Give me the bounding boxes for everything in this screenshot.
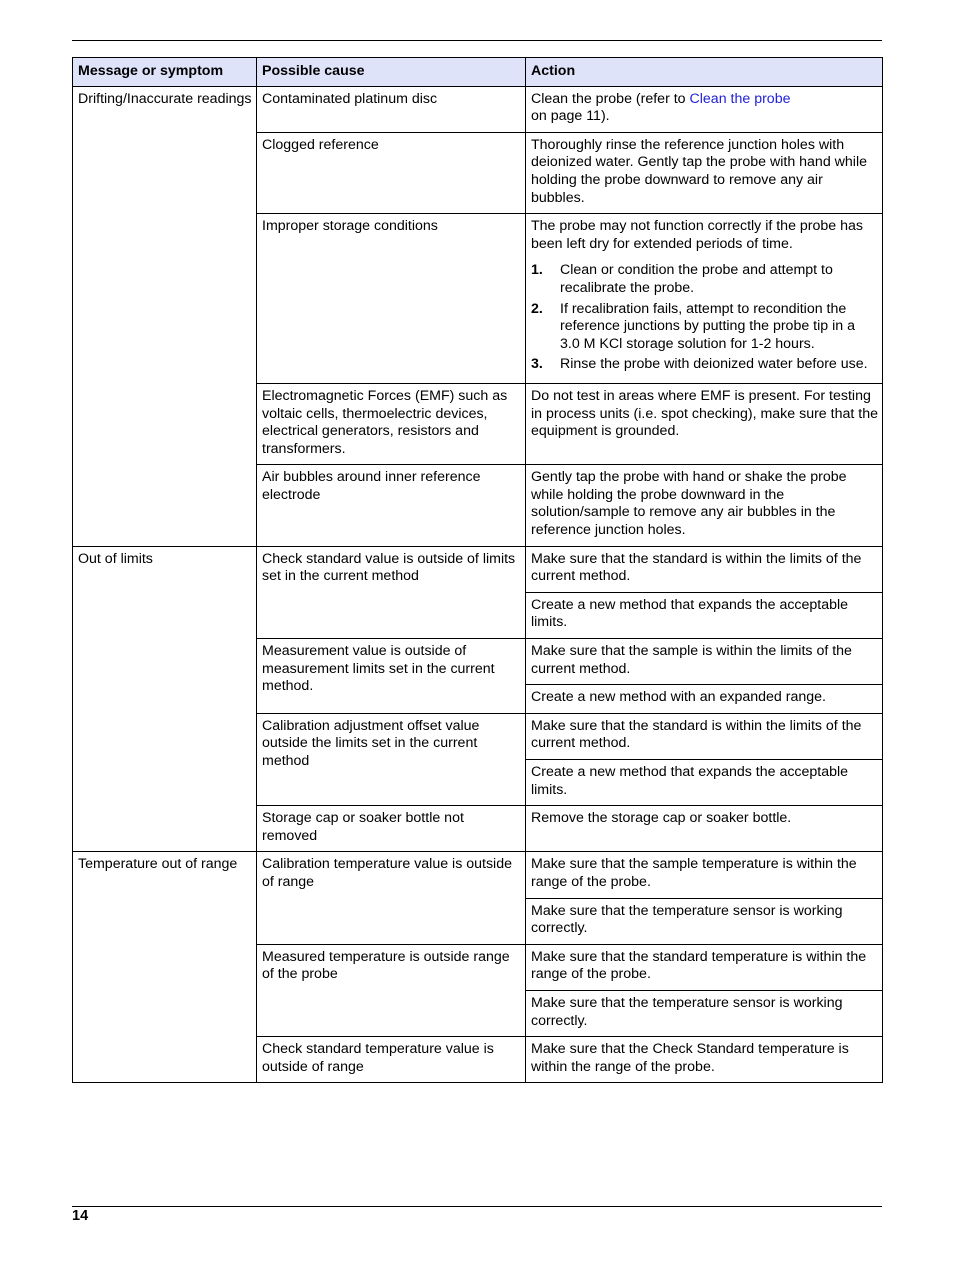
- table-row: [73, 546, 883, 592]
- action-cell: [526, 86, 883, 132]
- table-row: [73, 852, 883, 898]
- header-symptom: Message or symptom: [73, 58, 257, 87]
- symptom-out-of-limits: Out of limits: [73, 546, 257, 852]
- page-number: 14: [72, 1208, 89, 1224]
- action-cell: Make sure that the standard is within the limits of the current method.: [526, 546, 883, 592]
- action-cell: [526, 214, 883, 384]
- header-cause: Possible cause: [257, 58, 526, 87]
- symptom-temperature-out-of-range: Temperature out of range: [73, 852, 257, 1083]
- action-cell: Remove the storage cap or soaker bottle.: [526, 806, 883, 852]
- cause-cell: Calibration temperature value is outside of range: [257, 852, 526, 944]
- symptom-drifting: Drifting/Inaccurate readings: [73, 86, 257, 546]
- action-cell: Make sure that the sample temperature is within the range of the probe.: [526, 852, 883, 898]
- action-cell: Make sure that the standard is within the limits of the current method.: [526, 713, 883, 759]
- action-cell: Create a new method that expands the acceptable limits.: [526, 760, 883, 806]
- action-cell: Create a new method that expands the acceptable limits.: [526, 592, 883, 638]
- troubleshooting-table: [72, 57, 883, 1083]
- table-row: [73, 86, 883, 132]
- clean-the-probe-link[interactable]: Clean the probe: [689, 90, 791, 107]
- action-cell: Gently tap the probe with hand or shake the probe while holding the probe downward in the solution/sample to remove any air bubbles in the reference junction holes.: [526, 465, 883, 546]
- header-action: Action: [526, 58, 883, 87]
- cause-cell: Measured temperature is outside range of the probe: [257, 944, 526, 1036]
- step-item: [531, 301, 878, 354]
- cause-cell: Electromagnetic Forces (EMF) such as voltaic cells, thermoelectric devices, electrical generators, resistors and transformers.: [257, 383, 526, 464]
- action-cell: Make sure that the standard temperature is within the range of the probe.: [526, 944, 883, 990]
- action-cell: Create a new method with an expanded range.: [526, 685, 883, 714]
- cause-cell: Check standard temperature value is outside of range: [257, 1037, 526, 1083]
- table-header-row: [73, 58, 883, 87]
- cause-cell: Clogged reference: [257, 132, 526, 213]
- action-text: on page 11).: [531, 108, 610, 125]
- bottom-rule: [72, 1206, 882, 1207]
- step-list: [531, 262, 878, 374]
- step-text: If recalibration fails, attempt to recondition the reference junctions by putting the probe tip in a 3.0 M KCl storage solution for 1-2 hours.: [560, 300, 855, 352]
- step-text: Rinse the probe with deionized water before use.: [560, 356, 868, 373]
- cause-cell: Check standard value is outside of limits set in the current method: [257, 546, 526, 638]
- cause-cell: Calibration adjustment offset value outside the limits set in the current method: [257, 713, 526, 805]
- action-cell: Do not test in areas where EMF is present. For testing in process units (i.e. spot checking), make sure that the equipment is grounded.: [526, 383, 883, 464]
- cause-cell: Contaminated platinum disc: [257, 86, 526, 132]
- action-cell: Make sure that the sample is within the limits of the current method.: [526, 639, 883, 685]
- action-cell: Make sure that the temperature sensor is working correctly.: [526, 898, 883, 944]
- step-number: 1.: [531, 262, 543, 279]
- step-text: Clean or condition the probe and attempt to recalibrate the probe.: [560, 262, 833, 296]
- cause-cell: Improper storage conditions: [257, 214, 526, 384]
- cause-cell: Measurement value is outside of measurement limits set in the current method.: [257, 639, 526, 714]
- action-cell: Make sure that the temperature sensor is working correctly.: [526, 990, 883, 1036]
- action-intro: The probe may not function correctly if the probe has been left dry for extended periods of time.: [531, 218, 864, 252]
- action-text: Clean the probe (refer to: [531, 90, 690, 107]
- step-item: [531, 356, 878, 374]
- action-cell: Make sure that the Check Standard temperature is within the range of the probe.: [526, 1037, 883, 1083]
- step-item: [531, 262, 878, 297]
- action-cell: Thoroughly rinse the reference junction holes with deionized water. Gently tap the probe with hand while holding the probe downward to remove any air bubbles.: [526, 132, 883, 213]
- cause-cell: Air bubbles around inner reference electrode: [257, 465, 526, 546]
- cause-cell: Storage cap or soaker bottle not removed: [257, 806, 526, 852]
- top-rule: [72, 40, 882, 41]
- step-number: 2.: [531, 300, 543, 317]
- step-number: 3.: [531, 356, 543, 373]
